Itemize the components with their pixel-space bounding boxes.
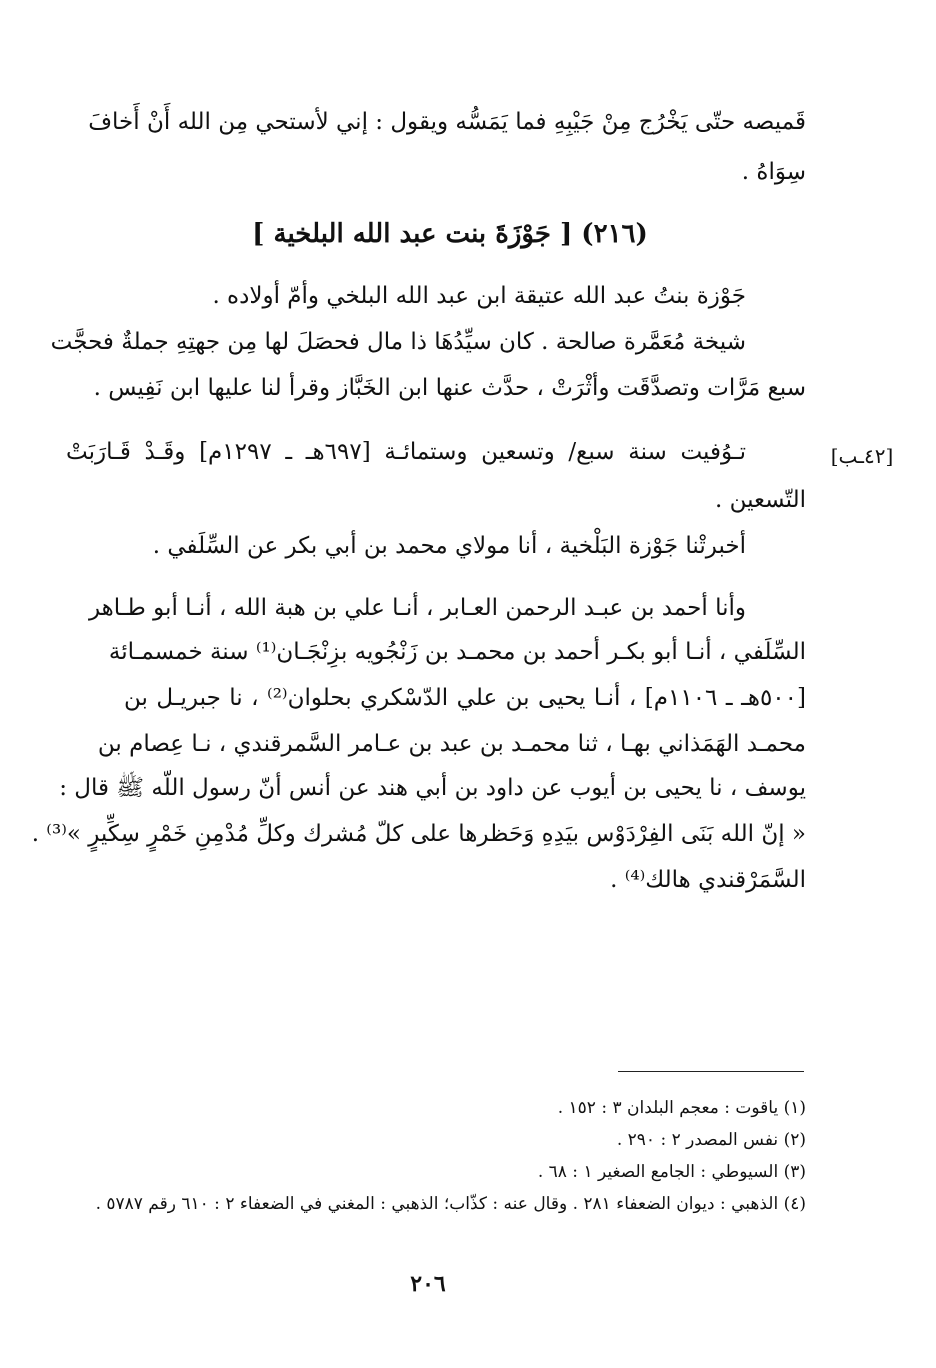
body-line: تـوُفيت سنة سبع/ وتسعين وستمائـة [٦٩٧هـ ـ ١٢٩٧م] وقَـدْ قَـارَبَتْ [66, 439, 746, 465]
body-line: سبع مَرَّات وتصدَّقَت وأثْرَتْ ، حدَّث عنها ابن الخَبَّاز وقرأ لنا عليها ابن نَفِيس . [93, 375, 806, 401]
body-line: جَوْزة بنتُ عبد الله عتيقة ابن عبد الله البلخي وأمّ أولاده . [212, 283, 746, 309]
footnote-divider [618, 1071, 804, 1072]
body-line: السَّمَرْقندي هالك⁽⁴⁾ . [610, 867, 806, 893]
body-line: سِوَاهُ . [741, 159, 806, 185]
body-line: شيخة مُعَمَّرة صالحة . كان سيِّدُهَا ذا مال فحصَلَ لها مِن جهتِهِ جملةٌ فحجَّت [50, 329, 746, 355]
body-line: أخبرتْنا جَوْزة البَلْخية ، أنا مولاي محمد بن أبي بكر عن السِّلَفي . [152, 533, 746, 559]
footnote: (٣) السيوطي : الجامع الصغير ١ : ٦٨ . [537, 1162, 806, 1182]
body-line: يوسف ، نا يحيى بن أيوب عن داود بن أبي هند عن أنس أنّ رسول اللّه ﷺ قال : [59, 775, 806, 801]
entry-heading: (٢١٦) [ جَوْزَةَ بنت عبد الله البلخية ] [252, 219, 648, 249]
body-line: « إنّ الله بَنَى الفِرْدَوْس بيَدِهِ وَحَظرها على كلّ مُشرك وكلِّ مُدْمِنِ خَمْرٍ سِكِّيرٍ »⁽³⁾ . [31, 821, 806, 847]
margin-folio-ref: [٤٢ـب] [830, 444, 894, 468]
body-line: محمـد الهَمَذاني بهـا ، ثنا محمـد بن عبد بن عـامر السَّمرقندي ، نـا عِصام بن [97, 731, 806, 757]
footnote: (٤) الذهبي : ديوان الضعفاء ٢٨١ . وقال عنه : كذّاب؛ الذهبي : المغني في الضعفاء ٢ : ٦١٠ رقم ٥٧٨٧ . [95, 1194, 806, 1214]
page-number: ٢٠٦ [410, 1271, 446, 1297]
footnote: (٢) نفس المصدر ٢ : ٢٩٠ . [616, 1130, 806, 1150]
body-line: قَميصه حتّى يَخْرُج مِنْ جَيْبِهِ فما يَمَسُّه ويقول : إني لأستحي مِن الله أَنْ أَخافَ [88, 109, 806, 135]
body-line: وأنا أحمد بن عبـد الرحمن العـابر ، أنـا علي بن هبة الله ، أنـا أبو طـاهر [88, 595, 746, 621]
footnote: (١) ياقوت : معجم البلدان ٣ : ١٥٢ . [557, 1098, 806, 1118]
body-line: التّسعين . [714, 487, 806, 513]
body-line: السِّلَفي ، أنـا أبو بكـر أحمد بن محمـد بن زَنْجُويه بزِنْجَـان⁽¹⁾ سنة خمسمـائة [108, 639, 806, 665]
body-line: [٥٠٠هـ ـ ١١٠٦م] ، أنـا يحيى بن علي الدّسْكري بحلوان⁽²⁾ ، نا جبريـل بن [124, 685, 806, 711]
